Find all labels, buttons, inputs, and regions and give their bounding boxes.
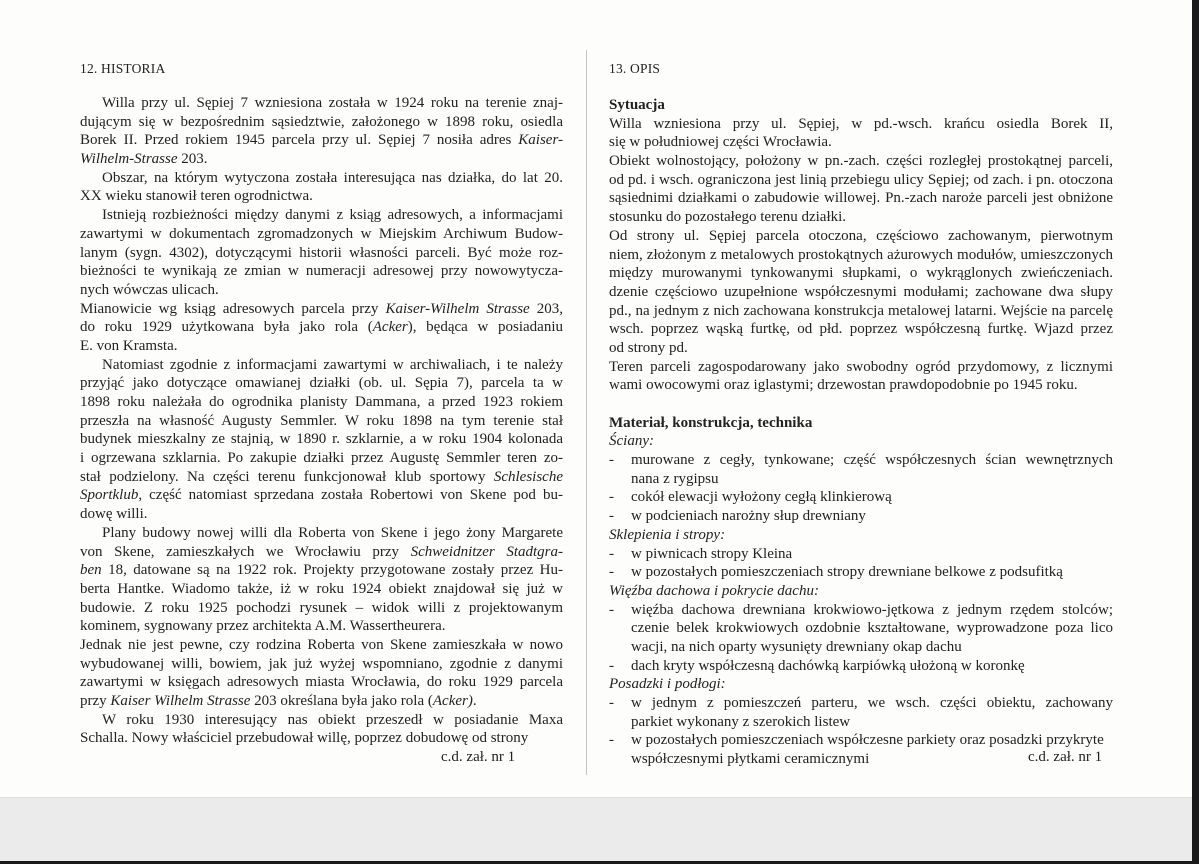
- text: Więźba dachowa i pokrycie dachu:: [609, 582, 819, 599]
- text-line: [609, 189, 1113, 208]
- text: przyjąć jako dotyczące omawianej działki (ob. ul. Sępia 7), parcela ta w: [80, 375, 563, 392]
- text: 1898 roku należała do ogrodnika planisty Dammana, a przed 1923 rokiem: [80, 394, 563, 410]
- text: 203.: [177, 151, 208, 168]
- text: wami owocowymi oraz iglastymi; drzewostan prawdopodobnie po 1945 roku.: [609, 377, 1078, 394]
- text: się w południowej części Wrocławia.: [609, 134, 832, 151]
- text: ), będąca w posiadaniu: [407, 319, 563, 336]
- italic-text: Acker): [432, 693, 473, 709]
- text-line: [609, 713, 1113, 732]
- text: Willa przy ul. Sępiej 7 wzniesiona została w 1924 roku na terenie znaj-: [102, 95, 563, 111]
- text-line: [609, 320, 1113, 339]
- italic-text: Kaiser Wilhelm Strasse: [110, 693, 251, 709]
- text-line: [80, 673, 563, 692]
- text: , część natomiast sprzedana została Robertowi von Skene pod bu-: [138, 487, 563, 504]
- category-label: [609, 526, 1113, 545]
- text: współczesnymi płytkami ceramicznymi: [631, 751, 870, 768]
- opis-column: [609, 96, 1113, 769]
- subsection-heading: [609, 414, 1113, 433]
- text: nych wówczas ulicach.: [80, 281, 219, 298]
- list-item: [609, 451, 1113, 470]
- text-line: [80, 281, 563, 300]
- text: XX wieku stanowił teren ogrodnictwa.: [80, 188, 313, 205]
- list-item: [609, 657, 1113, 676]
- text: w pozostałych pomieszczeniach stropy drewniane belkowe z podsufitką: [631, 564, 1063, 581]
- text: stał podzielony. Na części terenu funkcjonował klub sportowy: [80, 468, 494, 485]
- text-line: [80, 561, 563, 580]
- text: Borek II. Przed rokiem 1945 parcela przy ul. Sępiej 7 nosiła adres: [80, 132, 519, 149]
- text-line: [80, 94, 563, 113]
- text: budynek mieszkalny ze stajnią, w 1890 r. szklarnie, a w roku 1904 kolonada: [80, 431, 563, 448]
- bullet-dash: -: [609, 732, 614, 749]
- text: 203 określana była jako rola (: [250, 693, 433, 709]
- text-line: [609, 619, 1113, 638]
- text-line: [80, 169, 563, 188]
- text: i ogrzewana szklarnia. Po zakupie działki przez Augustę Semmler teren zo-: [80, 450, 563, 467]
- category-label: [609, 582, 1113, 601]
- bullet-dash: -: [609, 545, 614, 562]
- continuation-note-left: c.d. zał. nr 1: [441, 749, 516, 765]
- text: kominem, sygnowany przez architekta A.M. Wassertheurera.: [80, 618, 446, 635]
- text: Od strony ul. Sępiej parcela otoczona, częściowo zachowanym, pierwotnym: [609, 227, 1113, 244]
- text-line: [80, 617, 563, 636]
- text: Ściany:: [609, 433, 654, 450]
- text: parkiet wykonany z szerokich listew: [631, 713, 851, 730]
- text: niem, złożonym z metalowych prostokątnych ażurowych modułów, umieszczonych: [609, 246, 1113, 263]
- text: berta Hantke. Wiadomo także, iż w roku 1924 obiekt znajdował się już w: [80, 580, 563, 597]
- text-line: [80, 262, 563, 281]
- historia-column: [80, 94, 563, 748]
- italic-text: ben: [80, 562, 102, 579]
- text: Posadzki i podłogi:: [609, 676, 726, 693]
- text-line: [80, 449, 563, 468]
- text-line: [80, 337, 563, 356]
- text-line: [609, 358, 1113, 377]
- text: od pd. i wsch. ograniczona jest linią przebiegu ulicy Sępiej; od zach. i pn. otoczona: [609, 171, 1113, 188]
- text: dującym się w bezpośrednim sąsiedztwie, założonego w 1898 roku, osiedla: [80, 113, 563, 130]
- list-item: [609, 563, 1113, 582]
- text: w jednym z pomieszczeń parteru, we wsch. części obiektu, zachowany: [631, 695, 1113, 711]
- text-line: [80, 599, 563, 618]
- column-divider: [586, 50, 587, 775]
- text-line: [80, 225, 563, 244]
- text: Obszar, na którym wytyczona została interesująca nas działka, do lat 20.: [102, 169, 563, 186]
- section-heading-opis: 13. OPIS: [609, 61, 661, 76]
- text: w podcieniach narożny słup drewniany: [631, 508, 866, 525]
- italic-text: Wilhelm-Strasse: [80, 151, 178, 168]
- list-item: [609, 694, 1113, 713]
- text: więźba dachowa drewniana krokwiowo-jętkowa z jednym rzędem stolców;: [631, 601, 1113, 618]
- italic-text: Acker: [372, 319, 408, 336]
- text: .: [472, 693, 477, 709]
- text: von Skene, zamieszkałych we Wrocławiu przy: [80, 543, 411, 560]
- bullet-dash: -: [609, 508, 614, 525]
- text-line: [609, 638, 1113, 657]
- italic-text: Schweidnitzer Stadtgra-: [410, 543, 563, 560]
- text-line: [80, 412, 563, 431]
- text: Natomiast zgodnie z informacjami zawartymi w archiwaliach, i te należy: [102, 356, 563, 373]
- section-heading-historia: 12. HISTORIA: [80, 61, 166, 76]
- text-line: [609, 171, 1113, 190]
- italic-text: Kaiser-: [518, 132, 563, 149]
- text: Obiekt wolnostojący, położony w pn.-zach. części rozległej prostokątnej parceli,: [609, 153, 1113, 170]
- text: pd., na jednym z nich zachowana konstrukcja metalowej latarni. Wejście na parcelę: [609, 302, 1113, 319]
- text-line: [80, 244, 563, 263]
- italic-text: Schlesische: [493, 468, 563, 485]
- text-line: [80, 300, 563, 319]
- bullet-dash: -: [609, 489, 614, 506]
- text-line: [80, 692, 563, 711]
- text: 203,: [529, 300, 563, 317]
- text: w piwnicach stropy Kleina: [631, 545, 793, 562]
- list-item: [609, 731, 1113, 750]
- text-line: [80, 318, 563, 337]
- text-line: [80, 636, 563, 655]
- text: 18, datowane są na 1922 rok. Projekty przygotowane zostały przez Hu-: [101, 562, 563, 579]
- text-line: [609, 283, 1113, 302]
- text-line: [80, 543, 563, 562]
- text: Materiał, konstrukcja, technika: [609, 414, 813, 431]
- bullet-dash: -: [609, 695, 614, 711]
- text: przy: [80, 693, 111, 709]
- text: do roku 1929 użytkowana była jako rola (: [80, 319, 373, 336]
- text-line: [80, 580, 563, 599]
- text: dowę willi.: [80, 506, 148, 523]
- text-line: [80, 187, 563, 206]
- text: W roku 1930 interesujący nas obiekt przeszedł w posiadanie Maxa: [102, 711, 563, 728]
- text: E. von Kramsta.: [80, 337, 178, 354]
- italic-text: Kaiser-Wilhelm Strasse: [385, 300, 530, 317]
- text-line: [80, 430, 563, 449]
- text: cokół elewacji wyłożony cegłą klinkierową: [631, 489, 892, 506]
- text-line: [609, 264, 1113, 283]
- list-item: [609, 545, 1113, 564]
- text-line: [609, 115, 1113, 134]
- text: sąsiednimi działkami o zabudowie willowej. Pn.-zach naroże parceli jest obniżone: [609, 190, 1113, 207]
- text: dach kryty współczesną dachówką karpiówką ułożoną w koronkę: [631, 657, 1025, 674]
- text-line: [80, 393, 563, 412]
- text-line: [80, 524, 563, 543]
- text-line: [609, 376, 1113, 395]
- text: dzenie częściowo uzupełnione współczesnymi modułami; zachowane dwa słupy: [609, 283, 1113, 300]
- text-line: [80, 150, 563, 169]
- text: między murowanymi tynkowanymi słupkami, o wykrąglonych zwieńczeniach.: [609, 265, 1113, 282]
- text: stosunku do pozostałego terenu działki.: [609, 209, 847, 226]
- text-line: [609, 133, 1113, 152]
- text: Istnieją rozbieżności między danymi z ksiąg adresowych, a informacjami: [102, 207, 563, 224]
- text-line: [609, 339, 1113, 358]
- list-item: [609, 488, 1113, 507]
- bullet-dash: -: [609, 601, 614, 618]
- text-line: [80, 468, 563, 487]
- text: czenie belek krokwiowych ozdobnie kształtowane, wyprowadzone poza lico: [631, 620, 1113, 637]
- continuation-note-right: c.d. zał. nr 1: [1028, 749, 1103, 765]
- text: w pozostałych pomieszczeniach współczesne parkiety oraz posadzki przykryte: [631, 732, 1104, 749]
- text-line: [80, 486, 563, 505]
- text: lanym (sygn. 4302), dotyczącymi historii własności parceli. Być może roz-: [80, 244, 563, 261]
- text-line: [80, 206, 563, 225]
- text: wybudowanej willi, bowiem, jak już wyżej wspomniano, zgodnie z danymi: [80, 655, 563, 672]
- list-item: [609, 601, 1113, 620]
- text: budowie. Z roku 1925 pochodzi rysunek – widok willi z projektowanym: [80, 599, 563, 616]
- text-line: [609, 246, 1113, 265]
- text-line: [80, 655, 563, 674]
- text-line: [609, 227, 1113, 246]
- text: Mianowicie wg ksiąg adresowych parcela przy: [80, 300, 386, 317]
- text: nana z rygipsu: [631, 470, 719, 487]
- text: Schalla. Nowy właściciel przebudował willę, poprzez dobudowę od strony: [80, 730, 529, 747]
- text: bieżności te wynikają ze zmian w numeracji adresowej przy nowowytycza-: [80, 263, 563, 280]
- text-line: [609, 395, 1113, 414]
- text: wsch. poprzez wąską furtkę, od płd. poprzez współczesną furtkę. Wjazd przez: [609, 321, 1113, 338]
- text-line: [80, 729, 563, 748]
- text-line: [609, 208, 1113, 227]
- scan-margin: [0, 797, 1192, 861]
- text: zawartymi w dokumentach zgromadzonych w Miejskim Archiwum Budow-: [80, 225, 563, 242]
- text: przeszła na własność Augusty Semmler. W roku 1898 na tym terenie stał: [80, 412, 563, 429]
- text: Willa wzniesiona przy ul. Sępiej, w pd.-wsch. krańcu osiedla Borek II,: [609, 115, 1113, 132]
- bullet-dash: -: [609, 452, 614, 469]
- text-line: [80, 711, 563, 730]
- text-line: [609, 470, 1113, 489]
- text-line: [80, 113, 563, 132]
- text: Sklepienia i stropy:: [609, 526, 726, 543]
- text: Teren parceli zagospodarowany jako swobodny ogród przydomowy, z licznymi: [609, 358, 1113, 375]
- text: Jednak nie jest pewne, czy rodzina Roberta von Skene zamieszkała w nowo: [80, 636, 563, 653]
- text: Plany budowy nowej willi dla Roberta von Skene i jego żony Margarete: [102, 524, 563, 541]
- category-label: [609, 675, 1113, 694]
- text: zawartymi w księgach adresowych miasta Wrocławia, do roku 1929 parcela: [80, 674, 563, 691]
- text-line: [80, 356, 563, 375]
- subsection-heading: [609, 96, 1113, 115]
- text: Sytuacja: [609, 97, 665, 113]
- bullet-dash: -: [609, 564, 614, 581]
- text: od strony pd.: [609, 339, 688, 356]
- bullet-dash: -: [609, 657, 614, 674]
- italic-text: Sportklub: [80, 487, 139, 504]
- text: murowane z cegły, tynkowane; część współczesnych ścian wewnętrznych: [631, 452, 1113, 469]
- text-line: [609, 302, 1113, 321]
- category-label: [609, 432, 1113, 451]
- text-line: [80, 374, 563, 393]
- text: wacji, na nich oparty wysunięty drewniany okap dachu: [631, 638, 962, 655]
- text-line: [80, 505, 563, 524]
- text-line: [80, 131, 563, 150]
- text-line: [609, 152, 1113, 171]
- list-item: [609, 507, 1113, 526]
